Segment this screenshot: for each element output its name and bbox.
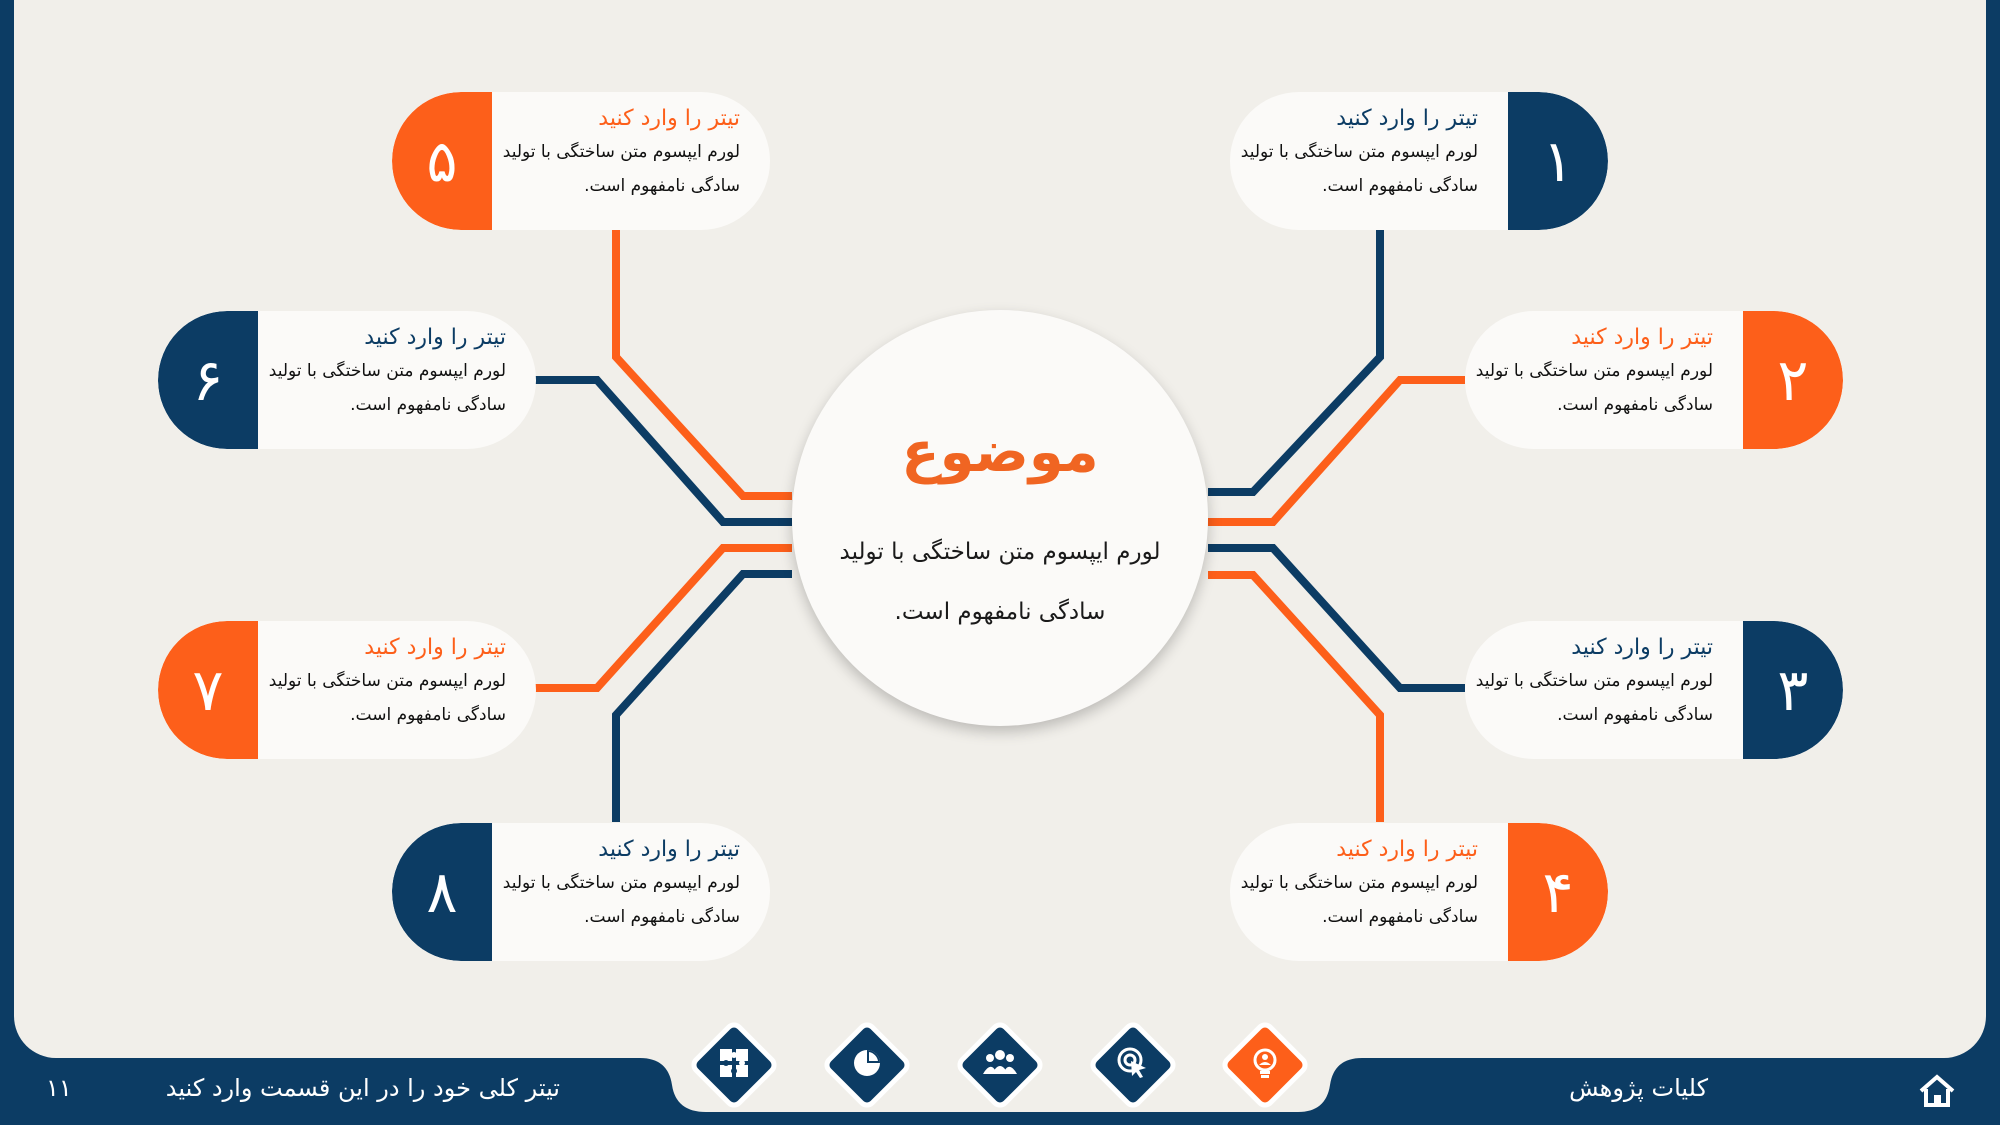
center-title: موضوع: [901, 420, 1099, 485]
card-body: لورم ایپسوم متن ساختگی با تولید سادگی نامفهوم است.: [502, 142, 740, 196]
card-8[interactable]: [392, 823, 770, 961]
card-number: ۲: [1743, 311, 1843, 449]
card-number: ۴: [1508, 823, 1608, 961]
connector-5: [616, 230, 792, 496]
page-number: ۱۱: [46, 1074, 72, 1102]
card-body: لورم ایپسوم متن ساختگی با تولید سادگی نامفهوم است.: [1475, 361, 1713, 415]
card-title: تیتر را وارد کنید: [598, 837, 740, 862]
card-title: تیتر را وارد کنید: [598, 106, 740, 131]
card-number: ۸: [392, 823, 492, 961]
footer-section-name: کلیات پژوهش: [1569, 1074, 1708, 1102]
card-title: تیتر را وارد کنید: [1336, 106, 1478, 131]
card-4[interactable]: [1230, 823, 1608, 961]
footer-slide-title: تیتر کلی خود را در این قسمت وارد کنید: [165, 1074, 560, 1102]
card-body: لورم ایپسوم متن ساختگی با تولید سادگی نامفهوم است.: [1475, 671, 1713, 725]
team-icon: [982, 1046, 1018, 1084]
card-6[interactable]: [158, 311, 536, 449]
center-topic-circle: [792, 310, 1208, 726]
connector-6: [535, 380, 792, 522]
card-3[interactable]: [1465, 621, 1843, 759]
connector-8: [616, 574, 792, 822]
card-number: ۳: [1743, 621, 1843, 759]
card-number: ۵: [392, 92, 492, 230]
card-5[interactable]: [392, 92, 770, 230]
connector-1: [1208, 230, 1380, 492]
pie-chart-icon: [850, 1046, 884, 1084]
card-body: لورم ایپسوم متن ساختگی با تولید سادگی نامفهوم است.: [502, 873, 740, 927]
connector-4: [1208, 575, 1380, 822]
card-1[interactable]: [1230, 92, 1608, 230]
home-icon[interactable]: [1918, 1074, 1956, 1112]
puzzle-icon: [717, 1046, 751, 1084]
card-body: لورم ایپسوم متن ساختگی با تولید سادگی نامفهوم است.: [268, 671, 506, 725]
target-cursor-icon: [1116, 1046, 1150, 1084]
lightbulb-person-icon: [1248, 1046, 1282, 1084]
card-title: تیتر را وارد کنید: [1571, 325, 1713, 350]
card-number: ۶: [158, 311, 258, 449]
card-7[interactable]: [158, 621, 536, 759]
card-title: تیتر را وارد کنید: [364, 325, 506, 350]
card-body: لورم ایپسوم متن ساختگی با تولید سادگی نامفهوم است.: [268, 361, 506, 415]
center-text: لورم ایپسوم متن ساختگی با تولید سادگی نامفهوم است.: [839, 539, 1161, 625]
card-number: ۷: [158, 621, 258, 759]
card-title: تیتر را وارد کنید: [1336, 837, 1478, 862]
card-title: تیتر را وارد کنید: [1571, 635, 1713, 660]
card-2[interactable]: [1465, 311, 1843, 449]
card-title: تیتر را وارد کنید: [364, 635, 506, 660]
card-number: ۱: [1508, 92, 1608, 230]
card-body: لورم ایپسوم متن ساختگی با تولید سادگی نامفهوم است.: [1240, 142, 1478, 196]
card-body: لورم ایپسوم متن ساختگی با تولید سادگی نامفهوم است.: [1240, 873, 1478, 927]
